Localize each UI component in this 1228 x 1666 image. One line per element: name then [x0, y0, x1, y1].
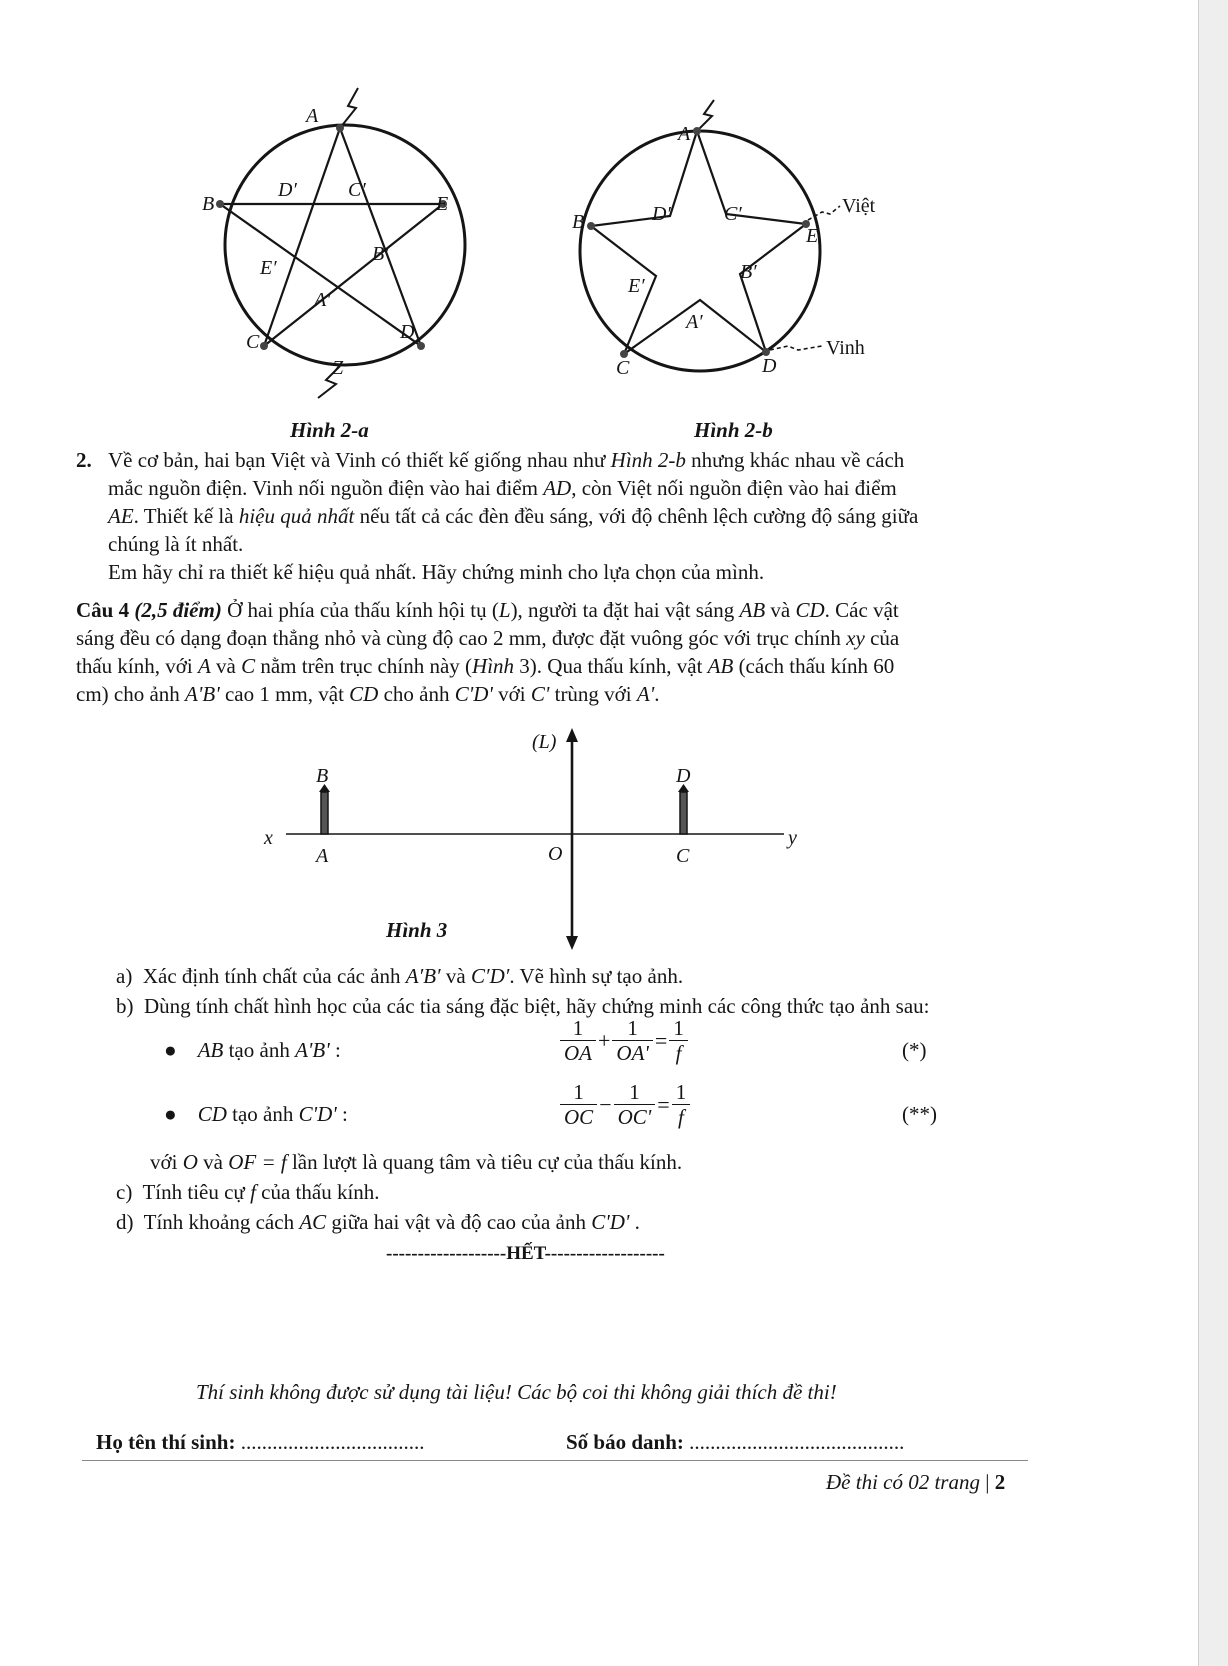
fig2a-label-D1: D′: [278, 179, 297, 201]
end-marker: -------------------HẾT-------------------: [386, 1243, 665, 1264]
q4-with: với O và OF = f lần lượt là quang tâm và tiêu cự của thấu kính.: [150, 1150, 683, 1174]
q2-line3: AE. Thiết kế là hiệu quả nhất nếu tất cả các đèn đều sáng, với độ chênh lệch cường độ sáng giữa: [108, 504, 919, 528]
fig2a-label-E1: E′: [260, 257, 277, 279]
q4-line2: sáng đều có dạng đoạn thẳng nhỏ và cùng độ cao 2 mm, được đặt vuông góc với trục chính xy của: [76, 626, 900, 650]
formula-1: $\frac{1}{OA}$ + $\frac{1}{OA'}$ = $\frac{1}{f}$: [560, 1016, 688, 1065]
fig2a-caption: Hình 2-a: [290, 418, 369, 442]
footer-rule: [82, 1460, 1028, 1461]
fig2a-label-C1: C′: [348, 179, 366, 201]
bullet-dot: ●: [164, 1102, 177, 1126]
fig2a-label-C: C: [246, 331, 260, 353]
candidate-id: Số báo danh: .........................................: [566, 1430, 905, 1454]
q4-b: b) Dùng tính chất hình học của các tia sáng đặc biệt, hãy chứng minh các công thức tạo ảnh sau:: [116, 994, 930, 1018]
fig2a-label-B1: B′: [372, 243, 389, 265]
fig3-label-y: y: [788, 827, 797, 849]
bullet-1: ● AB tạo ảnh A'B' :: [164, 1038, 341, 1062]
figure-2b: [560, 96, 900, 396]
bullet-2: ● CD tạo ảnh C'D' :: [164, 1102, 348, 1126]
fig2b-label-D: D: [762, 355, 777, 377]
fig3-lens-bottom-arrow: [566, 936, 578, 950]
fig3-caption: Hình 3: [386, 918, 448, 942]
figure-2a: [180, 80, 500, 420]
fig2b-label-E: E: [806, 225, 819, 247]
q4-a: a) Xác định tính chất của các ảnh A′B′ và C′D′. Vẽ hình sự tạo ảnh.: [116, 964, 684, 988]
fig3-lens-top-arrow: [566, 728, 578, 742]
fig2b-source-top: [697, 100, 714, 131]
fig3-label-C: C: [676, 845, 690, 867]
bullet-dot: ●: [164, 1038, 177, 1062]
formula-1-tag: (*): [902, 1038, 927, 1062]
notice: Thí sinh không được sử dụng tài liệu! Các bộ coi thi không giải thích đề thi!: [196, 1380, 837, 1404]
fig3-object-AB: [321, 792, 328, 834]
fig2a-label-A: A: [306, 105, 319, 127]
fig2a-label-E: E: [436, 193, 449, 215]
fig3-label-x: x: [264, 827, 273, 849]
fig2a-label-Z: Z: [332, 357, 344, 379]
fig2b-caption: Hình 2-b: [694, 418, 773, 442]
fig2b-label-vinh: Vinh: [826, 337, 865, 359]
q4-line4: cm) cho ảnh A'B' cao 1 mm, vật CD cho ảnh C'D' với C' trùng với A'.: [76, 682, 660, 706]
fig2a-circle: [225, 125, 465, 365]
candidate-name: Họ tên thí sinh: ...................................: [96, 1430, 425, 1454]
figure-3: [250, 722, 850, 962]
fig2b-label-E1: E′: [628, 275, 645, 297]
q2-line4: chúng là ít nhất.: [108, 532, 244, 556]
formula-2-tag: (**): [902, 1102, 937, 1126]
q2-line1: Về cơ bản, hai bạn Việt và Vinh có thiết kế giống nhau như Hình 2-b nhưng khác nhau về cách: [108, 448, 905, 472]
fig2a-label-D: D: [400, 321, 415, 343]
q2-number: 2.: [76, 448, 92, 472]
fig2b-label-C: C: [616, 357, 630, 379]
fig2b-label-C1: C′: [724, 203, 742, 225]
fig2b-label-B1: B′: [740, 261, 757, 283]
fig2b-label-D1: D′: [652, 203, 671, 225]
formula-2: $\frac{1}{OC}$ − $\frac{1}{OC'}$ = $\frac{1}{f}$: [560, 1080, 690, 1129]
fig3-label-D: D: [676, 765, 691, 787]
q4-line1: Câu 4 (2,5 điểm) Ở hai phía của thấu kính hội tụ (L), người ta đặt hai vật sáng AB và CD. Các vật: [76, 598, 899, 622]
q4-d: d) Tính khoảng cách AC giữa hai vật và độ cao của ảnh C'D' .: [116, 1210, 640, 1234]
fig2b-label-A1: A′: [686, 311, 703, 333]
fig3-object-CD: [680, 792, 687, 834]
page-edge: [1198, 0, 1228, 1666]
fig2b-circle: [580, 131, 820, 371]
q4-line3: thấu kính, với A và C nằm trên trục chính này (Hình 3). Qua thấu kính, vật AB (cách thấu kính 60: [76, 654, 895, 678]
fig3-label-O: O: [548, 843, 563, 865]
q2-line2: mắc nguồn điện. Vinh nối nguồn điện vào hai điểm AD, còn Việt nối nguồn điện vào hai điểm: [108, 476, 897, 500]
fig3-label-L: (L): [532, 731, 557, 753]
fig3-label-B: B: [316, 765, 329, 787]
fig2b-wire-vinh: [770, 346, 822, 350]
fig2b-label-viet: Việt: [842, 195, 876, 217]
fig2a-source-top: [340, 88, 358, 128]
fig2b-label-A: A: [678, 123, 691, 145]
footer: Đề thi có 02 trang | 2: [826, 1470, 1006, 1494]
fig2a-label-A1: A′: [314, 289, 331, 311]
fig2b-label-B: B: [572, 211, 585, 233]
fig3-label-A: A: [316, 845, 329, 867]
fig2a-star: [220, 128, 443, 346]
q4-c: c) Tính tiêu cự f của thấu kính.: [116, 1180, 380, 1204]
fig2a-label-B: B: [202, 193, 215, 215]
q2-line5: Em hãy chỉ ra thiết kế hiệu quả nhất. Hãy chứng minh cho lựa chọn của mình.: [108, 560, 765, 584]
